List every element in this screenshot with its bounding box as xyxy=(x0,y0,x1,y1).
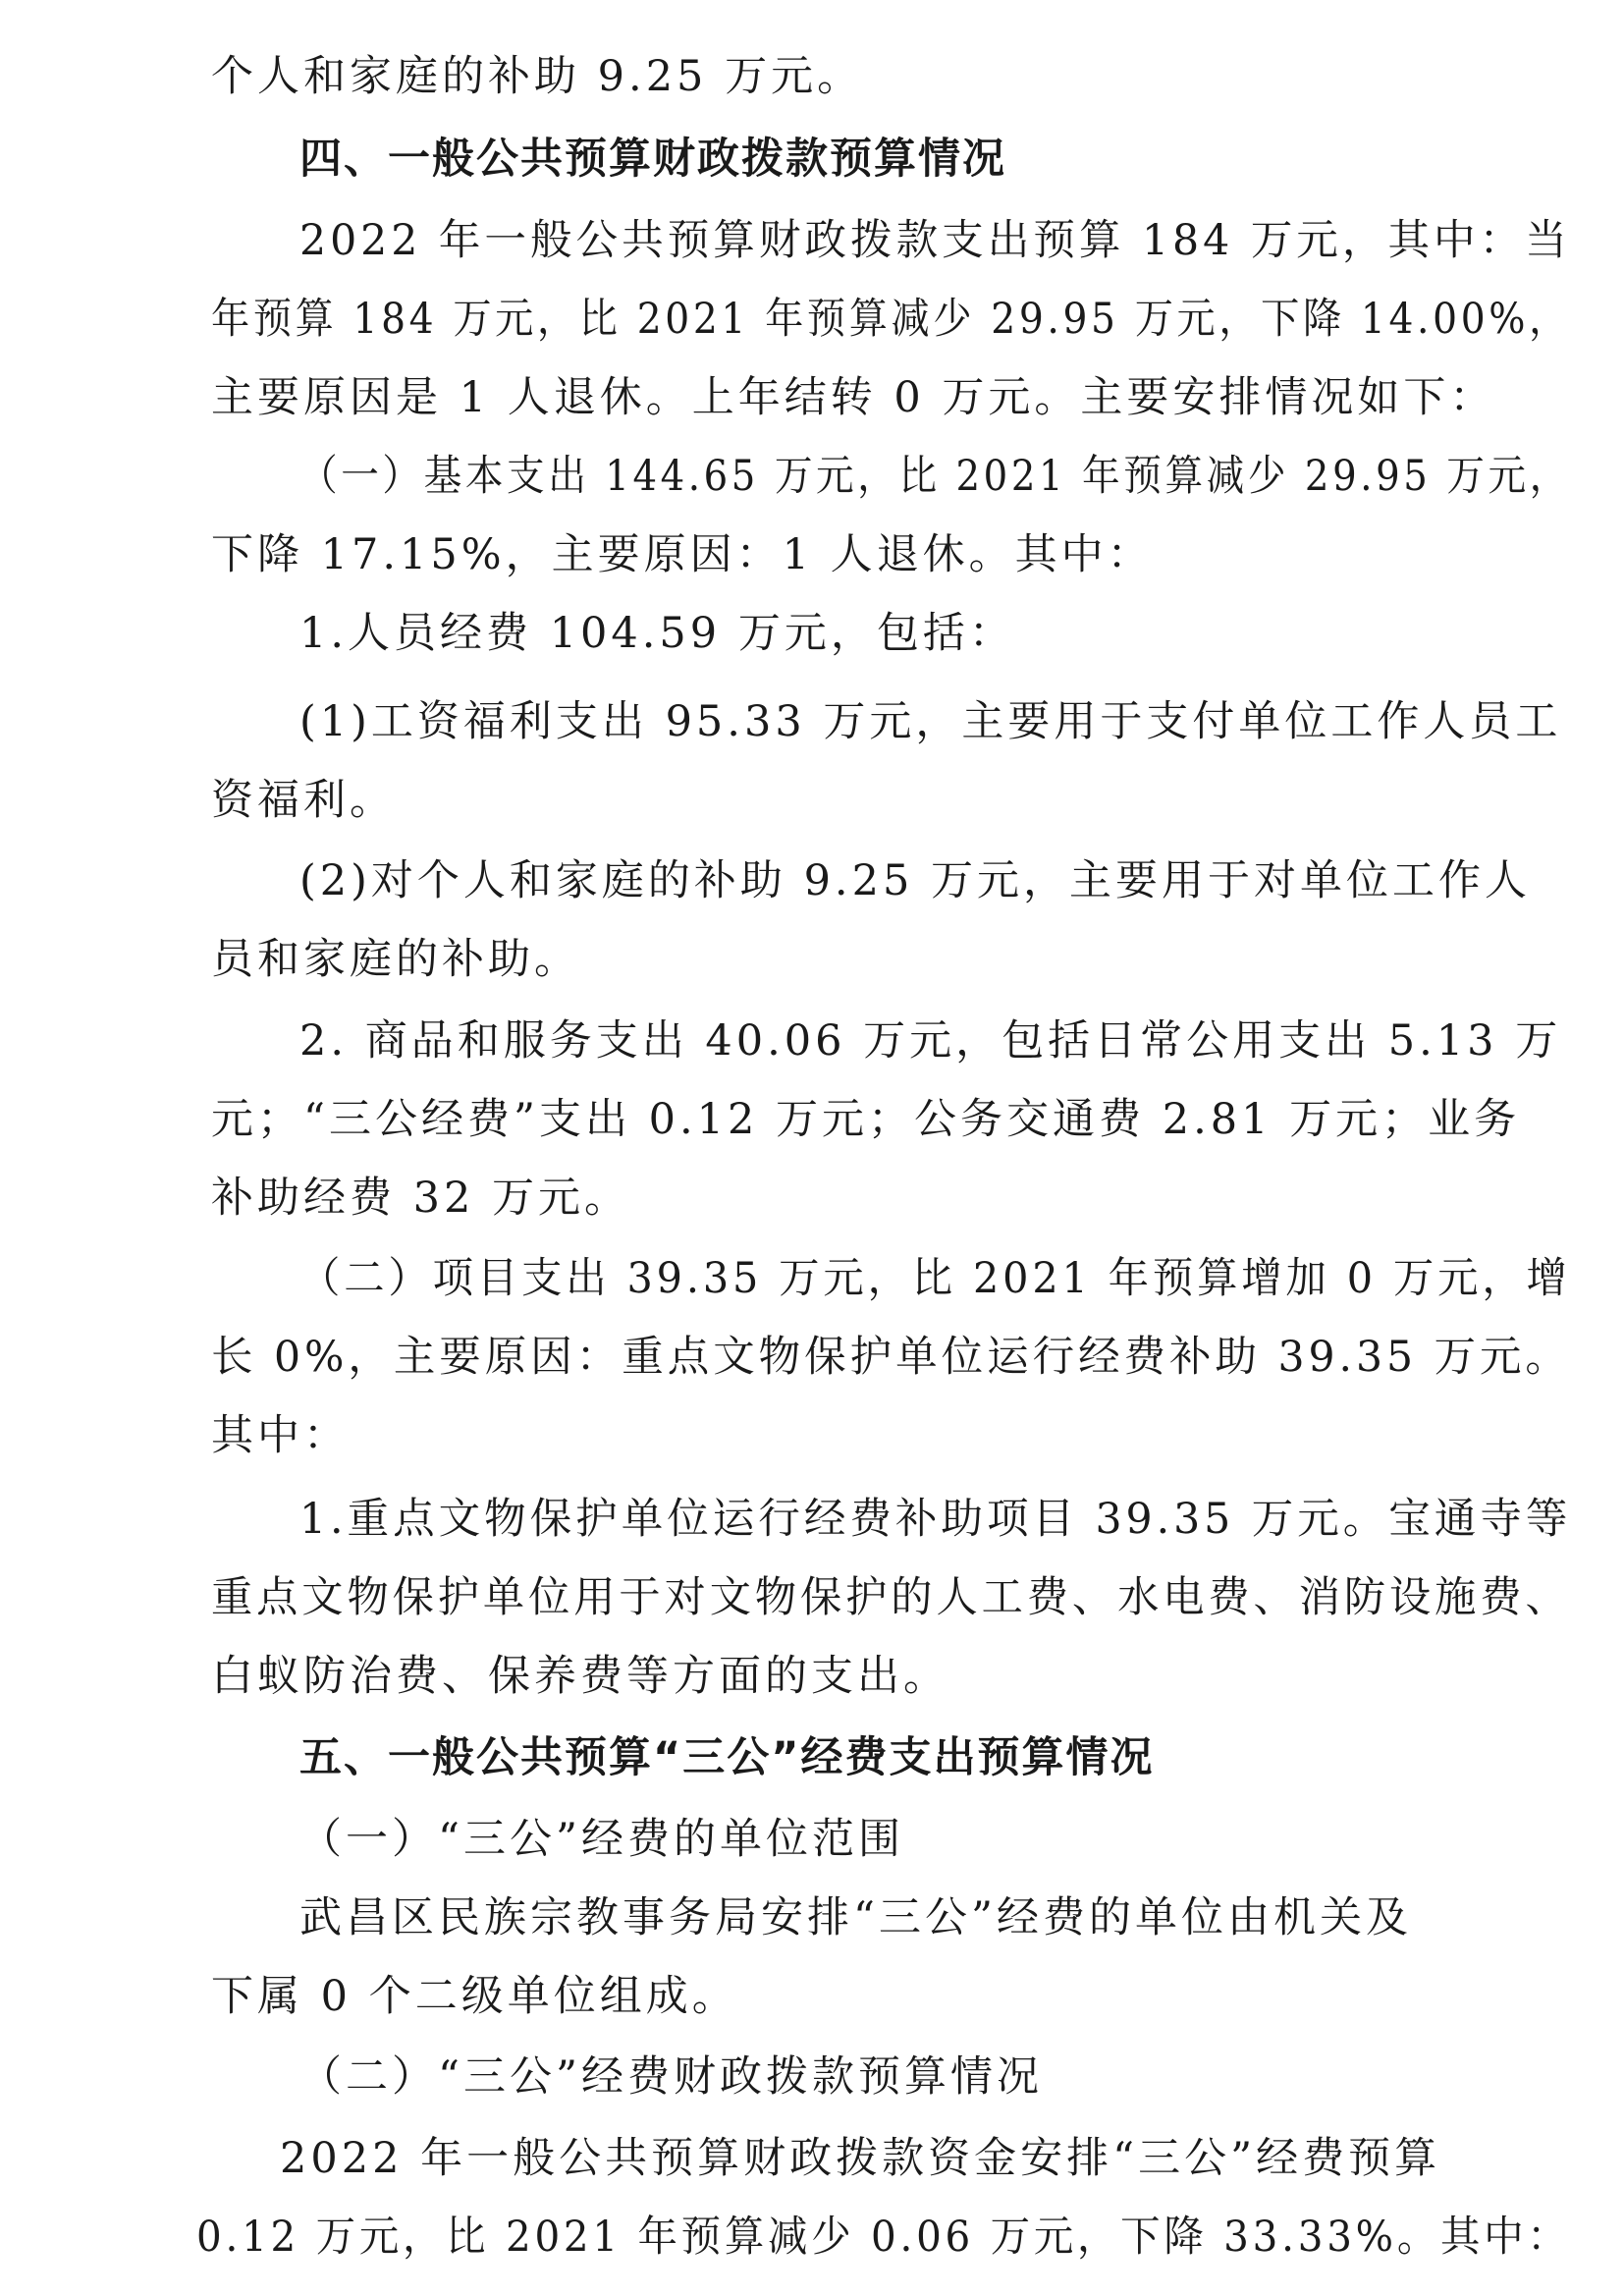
text-line: 个人和家庭的补助 9.25 万元。 xyxy=(211,52,864,101)
text-line: （二）“三公”经费财政拨款预算情况 xyxy=(299,2052,1043,2102)
text-line: 1.人员经费 104.59 万元，包括： xyxy=(299,609,1015,658)
text-line: 元；“三公经费”支出 0.12 万元；公务交通费 2.81 万元；业务 xyxy=(211,1095,1521,1144)
text-line: 员和家庭的补助。 xyxy=(211,935,580,984)
section-heading: 五、一般公共预算“三公”经费支出预算情况 xyxy=(299,1733,1155,1782)
text-line: 2. 商品和服务支出 40.06 万元，包括日常公用支出 5.13 万 xyxy=(299,1016,1562,1066)
text-line: (2)对个人和家庭的补助 9.25 万元，主要用于对单位工作人 xyxy=(299,856,1531,905)
text-line: 武昌区民族宗教事务局安排“三公”经费的单位由机关及 xyxy=(299,1893,1412,1942)
text-line: 下降 17.15%，主要原因：1 人退休。其中： xyxy=(211,530,1154,579)
text-line: 白蚁防治费、保养费等方面的支出。 xyxy=(211,1652,949,1701)
text-line: 资福利。 xyxy=(211,776,396,825)
section-heading: 四、一般公共预算财政拨款预算情况 xyxy=(299,135,1006,184)
text-line: 0.12 万元，比 2021 年预算减少 0.06 万元，下降 33.33%。其中： xyxy=(196,2213,1571,2262)
text-line: 2022 年一般公共预算财政拨款资金安排“三公”经费预算 xyxy=(280,2134,1441,2183)
text-line: 下属 0 个二级单位组成。 xyxy=(211,1972,738,2021)
text-line: 2022 年一般公共预算财政拨款支出预算 184 万元，其中：当 xyxy=(299,216,1571,265)
text-line: （二）项目支出 39.35 万元，比 2021 年预算增加 0 万元，增 xyxy=(299,1254,1571,1303)
text-line: 补助经费 32 万元。 xyxy=(211,1174,631,1223)
text-line: 重点文物保护单位用于对文物保护的人工费、水电费、消防设施费、 xyxy=(211,1573,1571,1622)
text-line: 主要原因是 1 人退休。上年结转 0 万元。主要安排情况如下： xyxy=(211,373,1496,422)
text-line: （一）基本支出 144.65 万元，比 2021 年预算减少 29.95 万元， xyxy=(299,452,1571,501)
text-line: (1)工资福利支出 95.33 万元，主要用于支付单位工作人员工 xyxy=(299,697,1562,746)
text-line: （一）“三公”经费的单位范围 xyxy=(299,1815,904,1864)
text-line: 1.重点文物保护单位运行经费补助项目 39.35 万元。宝通寺等 xyxy=(299,1495,1572,1544)
text-line: 其中： xyxy=(211,1411,350,1460)
text-line: 长 0%，主要原因：重点文物保护单位运行经费补助 39.35 万元。 xyxy=(211,1333,1571,1382)
text-line: 年预算 184 万元，比 2021 年预算减少 29.95 万元，下降 14.00%， xyxy=(211,295,1571,344)
